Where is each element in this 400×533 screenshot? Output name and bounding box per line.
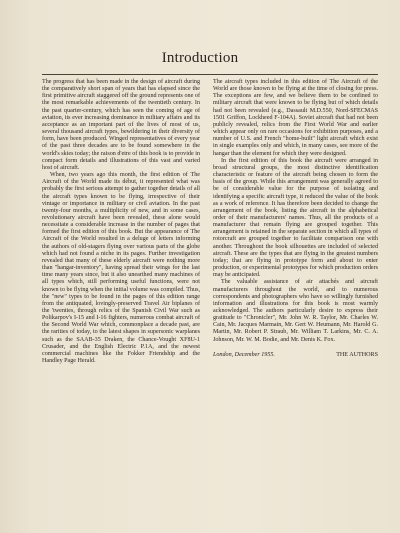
paragraph: The progress that has been made in the design of aircraft during the comparatively short span of years that has elapsed since the first primitive aircraft staggered off the ground represents one of the most remarkable achievements of the twentieth century. In the past quarter-century, which has seen the coming of age of aviation, its ever increasing dominance in military affairs and its acceptance as an important part of the lives of most of us, several thousand aircraft types, bewildering in their diversity of form, have been produced. Winged representatives of every year of the past three decades are to be found somewhere in the world's skies today; the raison d'etre of this book is to provide in compact form details and illustrations of this vast and varied host of aircraft.: [42, 79, 200, 171]
signature-authors: THE AUTHORS: [336, 351, 378, 358]
paragraph: The aircraft types included in this edition of The Aircraft of the World are those known to be flying at the time of closing for press. The exceptions are few, and we believe them to be confined to military aircraft that were known to be flying but of which details had not been revealed (e.g., Dassault M.D.550, Nord-SFECMAS 1501 Griffon, Lockheed F-104A). Soviet aircraft that had not been publicly revealed, relics from the First World War and earlier which appear only on rare occasions for exhibition purposes, and a number of U.S. and French "home-built" light aircraft which exist in single examples only and which, in many cases, see more of the hangar than the element for which they were designed.: [213, 79, 378, 157]
signature-line: [213, 352, 378, 359]
page-title: Introduction: [161, 50, 239, 66]
left-column: [42, 79, 200, 365]
right-column: [213, 79, 378, 359]
paragraph: In the first edition of this book the aircraft were arranged in broad structural groups, the most distinctive identification characteristic or feature of the aircraft being chosen to form the basis of the group. While this arrangement was generally agreed to be of considerable value for the purpose of isolating and identifying a specific aircraft type, it reduced the value of the book as a work of reference. It has therefore been decided to change the arrangement of the book, listing the aircraft in the alphabetical order of their manufacturers' names. Thus, all the products of a manufacturer that remain flying are grouped together. This arrangement is retained in the separate section in which all types of rotorcraft are grouped together to facilitate comparison one with another. Throughout the book silhouettes are included of selected aircraft. These are the types that are flying in the greatest numbers today; that are flying in prototype form and about to enter production, or experimental prototypes for which production orders may be anticipated.: [213, 157, 378, 279]
title-rule: [42, 74, 378, 75]
paragraph: When, two years ago this month, the first edition of The Aircraft of the World made its début, it represented what was probably the first serious attempt to gather together details of all the aircraft types known to be flying, irrespective of their vintage or importance in military or civil aviation. In the past twenty-four months, a multiplicity of new, and in some cases, revolutionary aircraft have been revealed, these alone would necessitate a considerable increase in the number of pages that formed the first edition of this book. But the appearance of The Aircraft of the World resulted in a deluge of letters informing the authors of old-stagers flying over various parts of the globe which had not found a niche in its pages. Further investigation revealed that many of these elderly aircraft were nothing more than "hangar-inventory", having spread their wings for the last time many years since, but it also unearthed many machines of all types which, still performing useful functions, were not known to be flying when the initial volume was compiled. Thus, the "new" types to be found in the pages of this edition range from the antiquated, lovingly-preserved Travel Air biplanes of the 'twenties, through relics of the Spanish Civil War such as Polikarpov's I-15 and I-16 fighters, numerous combat aircraft of the Second World War which, commonplace a decade past, are the rarities of today, to the latest shapes in supersonic warplanes such as the SAAB-35 Draken, the Chance-Vought XF8U-1 Crusader, and the English Electric P.1A, and the newest commercial machines like the Fokker Friendship and the Handley Page Herald.: [42, 172, 200, 365]
paragraph: The valuable assistance of air attachés and aircraft manufacturers throughout the world, and to numerous correspondents and photographers who have so willingly furnished information and illustrations for this book is most warmly acknowledged. The authors particularly desire to express their gratitude to "Chronicler", Mr. John W. R. Taylor, Mr. Charles W. Cain, Mr. Jacques Marmain, Mr. Gert W. Heumann, Mr. Harold G. Martin, Mr. Robert P. Straub, Mr. William T. Larkins, Mr. C. A. Johnson, Mr. W. M. Bodie, and Mr. Denis K. Fox.: [213, 279, 378, 343]
signature-place-date: London, December 1955.: [213, 351, 275, 358]
